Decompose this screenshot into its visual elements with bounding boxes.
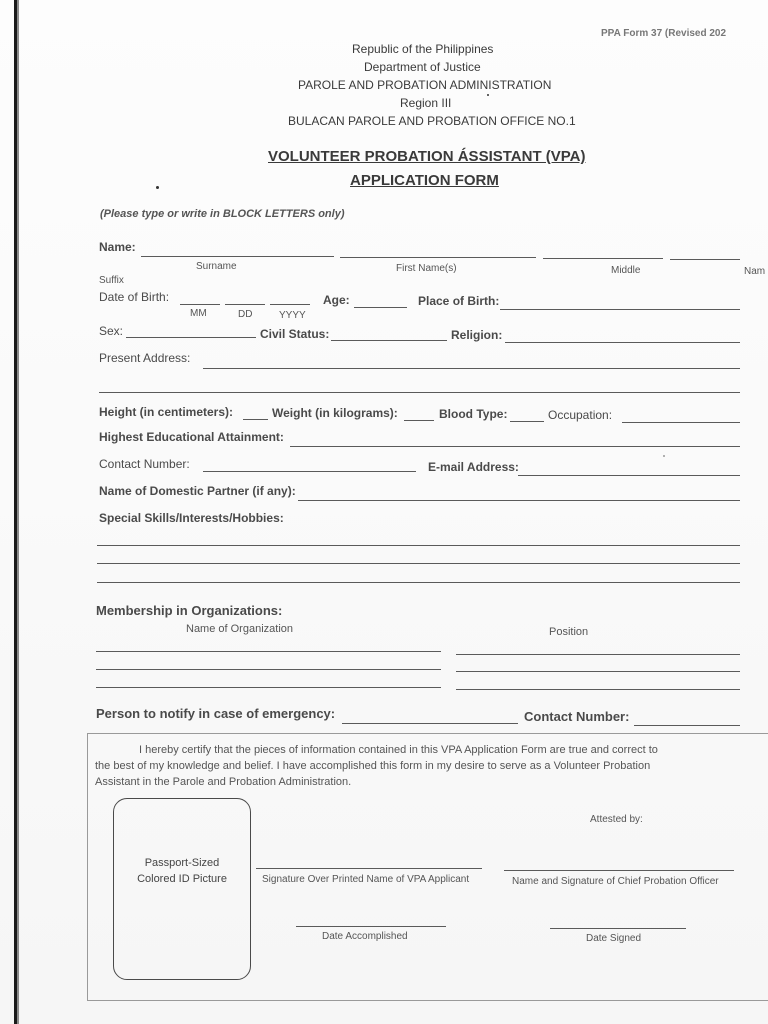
header-republic: Republic of the Philippines [352, 42, 494, 56]
sex-line[interactable] [126, 337, 256, 338]
label-weight: Weight (in kilograms): [272, 406, 398, 420]
domestic-partner-line[interactable] [298, 500, 740, 501]
dob-mm-line[interactable] [180, 304, 220, 305]
label-emergency-contact: Contact Number: [524, 709, 630, 724]
name-line-suffix[interactable] [670, 259, 740, 260]
education-line[interactable] [290, 446, 740, 447]
name-line-surname[interactable] [141, 256, 334, 257]
caption-name-cut: Nam [744, 266, 766, 277]
caption-dd: DD [238, 309, 253, 320]
form-id: PPA Form 37 (Revised 202 [601, 28, 727, 39]
stray-mark [487, 94, 489, 96]
place-of-birth-line[interactable] [500, 309, 740, 310]
age-line[interactable] [354, 307, 407, 308]
label-height: Height (in centimeters): [99, 405, 234, 419]
position-line-1[interactable] [456, 654, 740, 655]
stray-mark [156, 186, 159, 189]
form-subtitle: APPLICATION FORM [350, 172, 499, 189]
name-line-first[interactable] [340, 257, 536, 258]
date-accomplished-caption: Date Accomplished [322, 931, 408, 942]
membership-heading: Membership in Organizations: [96, 603, 283, 618]
label-sex: Sex: [99, 324, 124, 338]
photo-caption-2: Colored ID Picture [137, 873, 227, 885]
label-blood-type: Blood Type: [439, 407, 508, 421]
bottom-rule [87, 1000, 739, 1001]
page-edge-shadow-light [17, 0, 19, 1024]
officer-signature-line[interactable] [504, 870, 734, 871]
date-accomplished-line[interactable] [296, 926, 446, 927]
form-title: VOLUNTEER PROBATION ÁSSISTANT (VPA) [268, 148, 586, 165]
officer-signature-caption: Name and Signature of Chief Probation Officer [512, 876, 719, 887]
blood-type-line[interactable] [510, 421, 544, 422]
address-line-1[interactable] [203, 368, 740, 369]
applicant-signature-caption: Signature Over Printed Name of VPA Applicant [262, 874, 470, 885]
header-department: Department of Justice [364, 60, 481, 74]
position-line-3[interactable] [456, 689, 740, 690]
skills-line-2[interactable] [97, 563, 740, 564]
address-line-2[interactable] [99, 392, 740, 393]
dob-dd-line[interactable] [225, 304, 265, 305]
label-date-of-birth: Date of Birth: [99, 290, 170, 304]
label-skills: Special Skills/Interests/Hobbies: [99, 511, 284, 525]
label-present-address: Present Address: [99, 351, 191, 365]
certification-line-3: Assistant in the Parole and Probation Administration. [95, 776, 352, 788]
caption-yyyy: YYYY [279, 310, 306, 321]
position-line-2[interactable] [456, 671, 740, 672]
stray-mark [663, 455, 665, 457]
label-place-of-birth: Place of Birth: [418, 294, 500, 308]
label-civil-status: Civil Status: [260, 327, 330, 341]
contact-number-line[interactable] [203, 471, 416, 472]
photo-caption-1: Passport-Sized [144, 857, 220, 869]
caption-surname: Surname [196, 261, 237, 272]
attested-by-label: Attested by: [590, 814, 643, 825]
label-education: Highest Educational Attainment: [99, 430, 284, 444]
applicant-signature-line[interactable] [256, 868, 482, 869]
email-line[interactable] [518, 475, 740, 476]
date-signed-caption: Date Signed [586, 933, 642, 944]
emergency-contact-line[interactable] [634, 725, 740, 726]
emergency-person-line[interactable] [342, 723, 518, 724]
header-agency: PAROLE AND PROBATION ADMINISTRATION [298, 78, 552, 92]
weight-line[interactable] [404, 420, 434, 421]
certification-text [95, 742, 755, 790]
occupation-line[interactable] [622, 422, 740, 423]
name-line-middle[interactable] [543, 258, 663, 259]
label-email: E-mail Address: [428, 460, 519, 474]
height-line[interactable] [243, 419, 268, 420]
caption-first-name: First Name(s) [396, 263, 457, 274]
caption-suffix: Suffix [99, 275, 124, 286]
label-name: Name: [99, 240, 136, 254]
header-region: Region III [400, 96, 452, 110]
caption-middle: Middle [611, 265, 641, 276]
civil-status-line[interactable] [331, 340, 447, 341]
certification-line-1: I hereby certify that the pieces of information contained in this VPA Application Form are true and correct to [139, 744, 658, 756]
dob-yyyy-line[interactable] [270, 304, 310, 305]
date-signed-line[interactable] [550, 928, 686, 929]
label-emergency-person: Person to notify in case of emergency: [96, 706, 336, 721]
label-domestic-partner: Name of Domestic Partner (if any): [99, 484, 296, 498]
membership-col-org: Name of Organization [186, 623, 293, 635]
org-line-2[interactable] [96, 669, 441, 670]
label-age: Age: [323, 293, 350, 307]
photo-placeholder[interactable] [113, 798, 251, 980]
membership-col-position: Position [549, 626, 589, 638]
label-occupation: Occupation: [548, 408, 613, 422]
header-office: BULACAN PAROLE AND PROBATION OFFICE NO.1 [288, 114, 576, 128]
religion-line[interactable] [505, 342, 740, 343]
label-religion: Religion: [451, 328, 503, 342]
skills-line-3[interactable] [97, 582, 740, 583]
skills-line-1[interactable] [97, 545, 740, 546]
caption-mm: MM [190, 308, 207, 319]
label-contact-number: Contact Number: [99, 457, 190, 471]
org-line-1[interactable] [96, 651, 441, 652]
org-line-3[interactable] [96, 687, 441, 688]
instruction-text: (Please type or write in BLOCK LETTERS only) [100, 208, 345, 220]
certification-line-2: the best of my knowledge and belief. I have accomplished this form in my desire to serve as a Volunteer Probation [95, 760, 651, 772]
